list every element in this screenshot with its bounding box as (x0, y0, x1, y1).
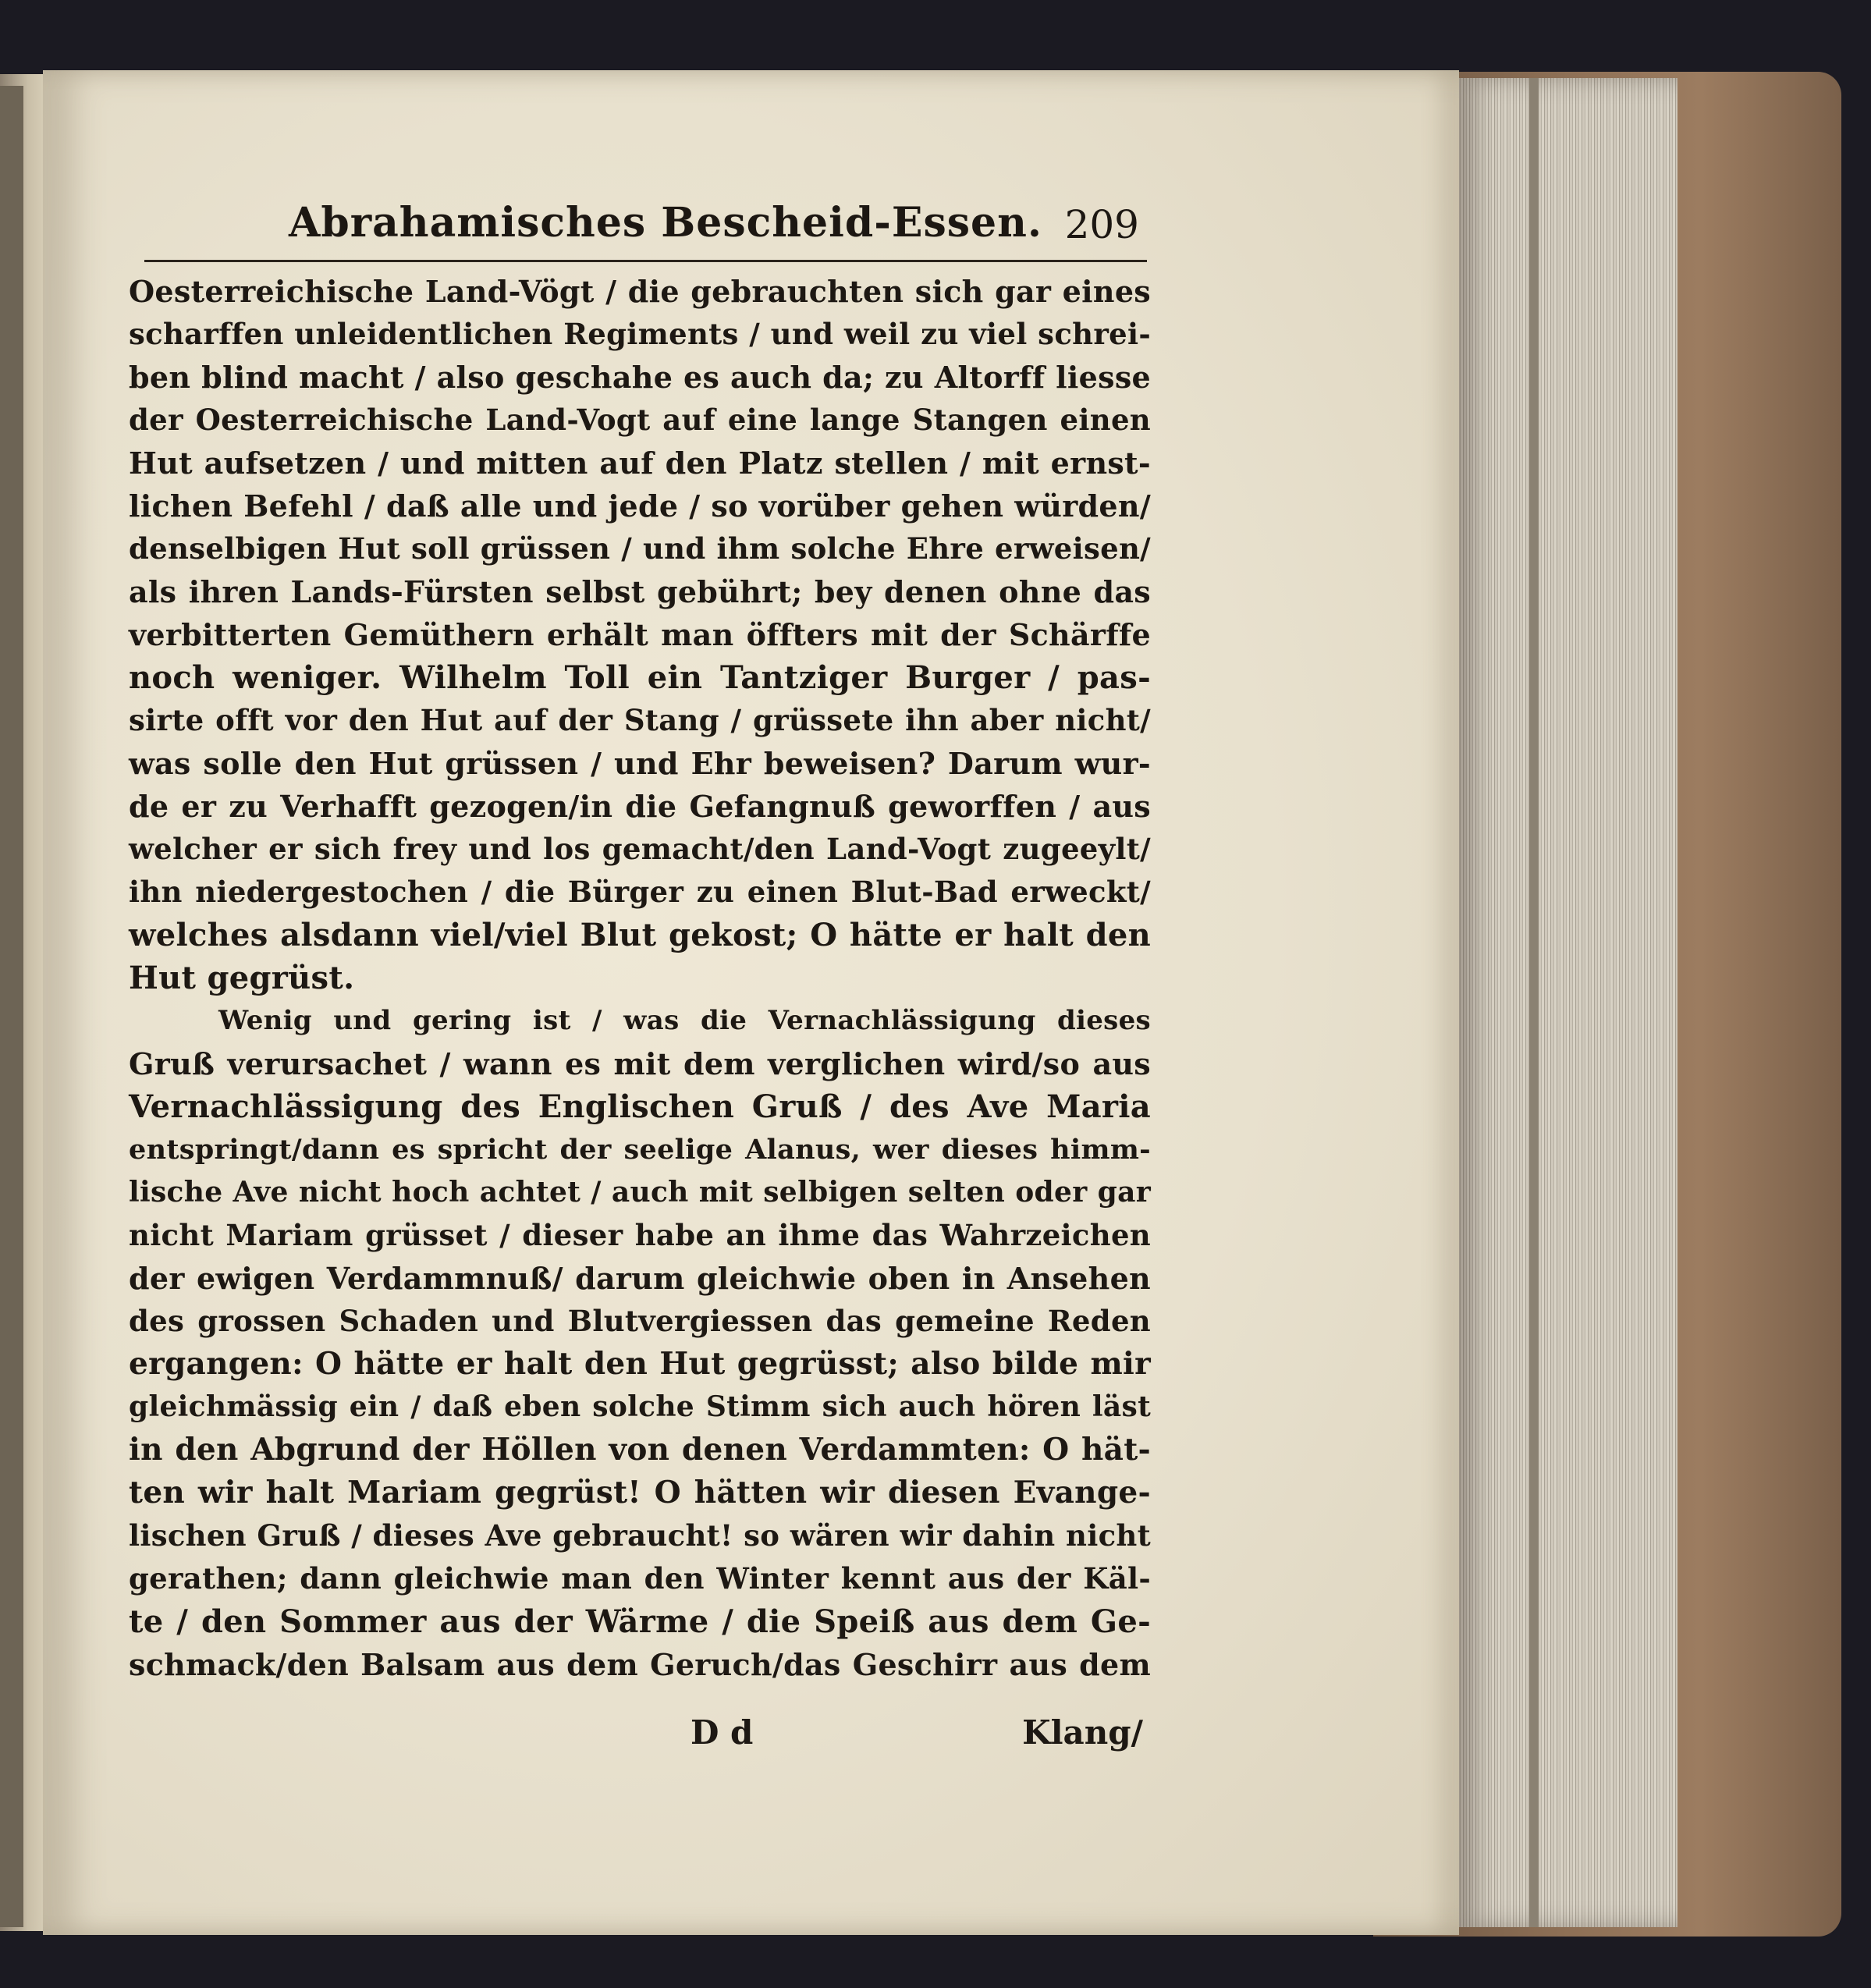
text-line: ben blind macht / also geschahe es auch da; zu Altorff liesse (129, 360, 1151, 395)
text-line: de er zu Verhafft gezogen/in die Gefangnuß geworffen / aus (129, 789, 1151, 824)
text-line: entspringt/dann es spricht der seelige Alanus, wer dieses himm- (129, 1134, 1151, 1166)
text-line: ihn niedergestochen / die Bürger zu einen Blut-Bad erweckt/ (129, 875, 1151, 909)
text-line: sirte offt vor den Hut auf der Stang / grüssete ihn aber nicht/ (129, 703, 1151, 737)
text-line: welches alsdann viel/viel Blut gekost; O hätte er halt den (129, 917, 1151, 953)
text-line: schmack/den Balsam aus dem Geruch/das Geschirr aus dem (129, 1647, 1151, 1682)
text-line: ergangen: O hätte er halt den Hut gegrüsst; also bilde mir (129, 1346, 1151, 1382)
text-line: nicht Mariam grüsset / dieser habe an ihme das Wahrzeichen (129, 1218, 1151, 1252)
text-line: lischen Gruß / dieses Ave gebraucht! so wären wir dahin nicht (129, 1518, 1151, 1553)
text-line: als ihren Lands-Fürsten selbst gebührt; bey denen ohne das (129, 574, 1151, 609)
facing-page-shadow (0, 86, 23, 1927)
text-line: lichen Befehl / daß alle und jede / so vorüber gehen würden/ (129, 488, 1151, 524)
page-number: 209 (1064, 202, 1139, 247)
text-line: Hut gegrüst. (129, 960, 355, 996)
page-edges (1451, 78, 1678, 1927)
text-line: welcher er sich frey und los gemacht/den Land-Vogt zugeeylt/ (129, 832, 1151, 866)
text-line: in den Abgrund der Höllen von denen Verdammten: O hät- (129, 1432, 1151, 1468)
text-line: lische Ave nicht hoch achtet / auch mit selbigen selten oder gar (129, 1176, 1151, 1209)
text-line: gleichmässig ein / daß eben solche Stimm sich auch hören läst (129, 1390, 1151, 1423)
text-line: Gruß verursachet / wann es mit dem verglichen wird/so aus (129, 1046, 1151, 1081)
header-rule (144, 260, 1147, 262)
text-line: Wenig und gering ist / was die Vernachlässigung dieses (218, 1005, 1151, 1036)
text-block (129, 270, 1151, 1686)
text-line: der ewigen Verdammnuß/ darum gleichwie oben in Ansehen (129, 1261, 1151, 1296)
running-title: Abrahamisches Bescheid-Essen. (289, 199, 1043, 247)
text-line: ten wir halt Mariam gegrüst! O hätten wir diesen Evange- (129, 1475, 1151, 1511)
running-head (289, 199, 1155, 254)
text-line: was solle den Hut grüssen / und Ehr beweisen? Darum wur- (129, 746, 1151, 781)
text-line: Oesterreichische Land-Vögt / die gebrauchten sich gar eines (129, 274, 1151, 309)
catchword: Klang/ (1022, 1713, 1143, 1752)
text-line: Hut aufsetzen / und mitten auf den Platz stellen / mit ernst- (129, 446, 1151, 481)
text-line: der Oesterreichische Land-Vogt auf eine lange Stangen einen (129, 403, 1151, 437)
text-line: verbitterten Gemüthern erhält man öffters mit der Schärffe (129, 617, 1151, 652)
text-line: te / den Sommer aus der Wärme / die Speiß aus dem Ge- (129, 1603, 1151, 1640)
text-line: des grossen Schaden und Blutvergiessen das gemeine Reden (129, 1304, 1151, 1338)
catchword-line (129, 1713, 1151, 1760)
signature-mark: D d (691, 1713, 754, 1752)
text-line: gerathen; dann gleichwie man den Winter kennt aus der Käl- (129, 1561, 1151, 1596)
text-line: Vernachlässigung des Englischen Gruß / des Ave Maria (129, 1088, 1151, 1125)
text-line: denselbigen Hut soll grüssen / und ihm solche Ehre erweisen/ (129, 531, 1151, 566)
text-line: noch weniger. Wilhelm Toll ein Tantziger Burger / pas- (129, 659, 1151, 696)
page-edges-gap (1529, 78, 1539, 1927)
text-line: scharffen unleidentlichen Regiments / und weil zu viel schrei- (129, 317, 1151, 351)
